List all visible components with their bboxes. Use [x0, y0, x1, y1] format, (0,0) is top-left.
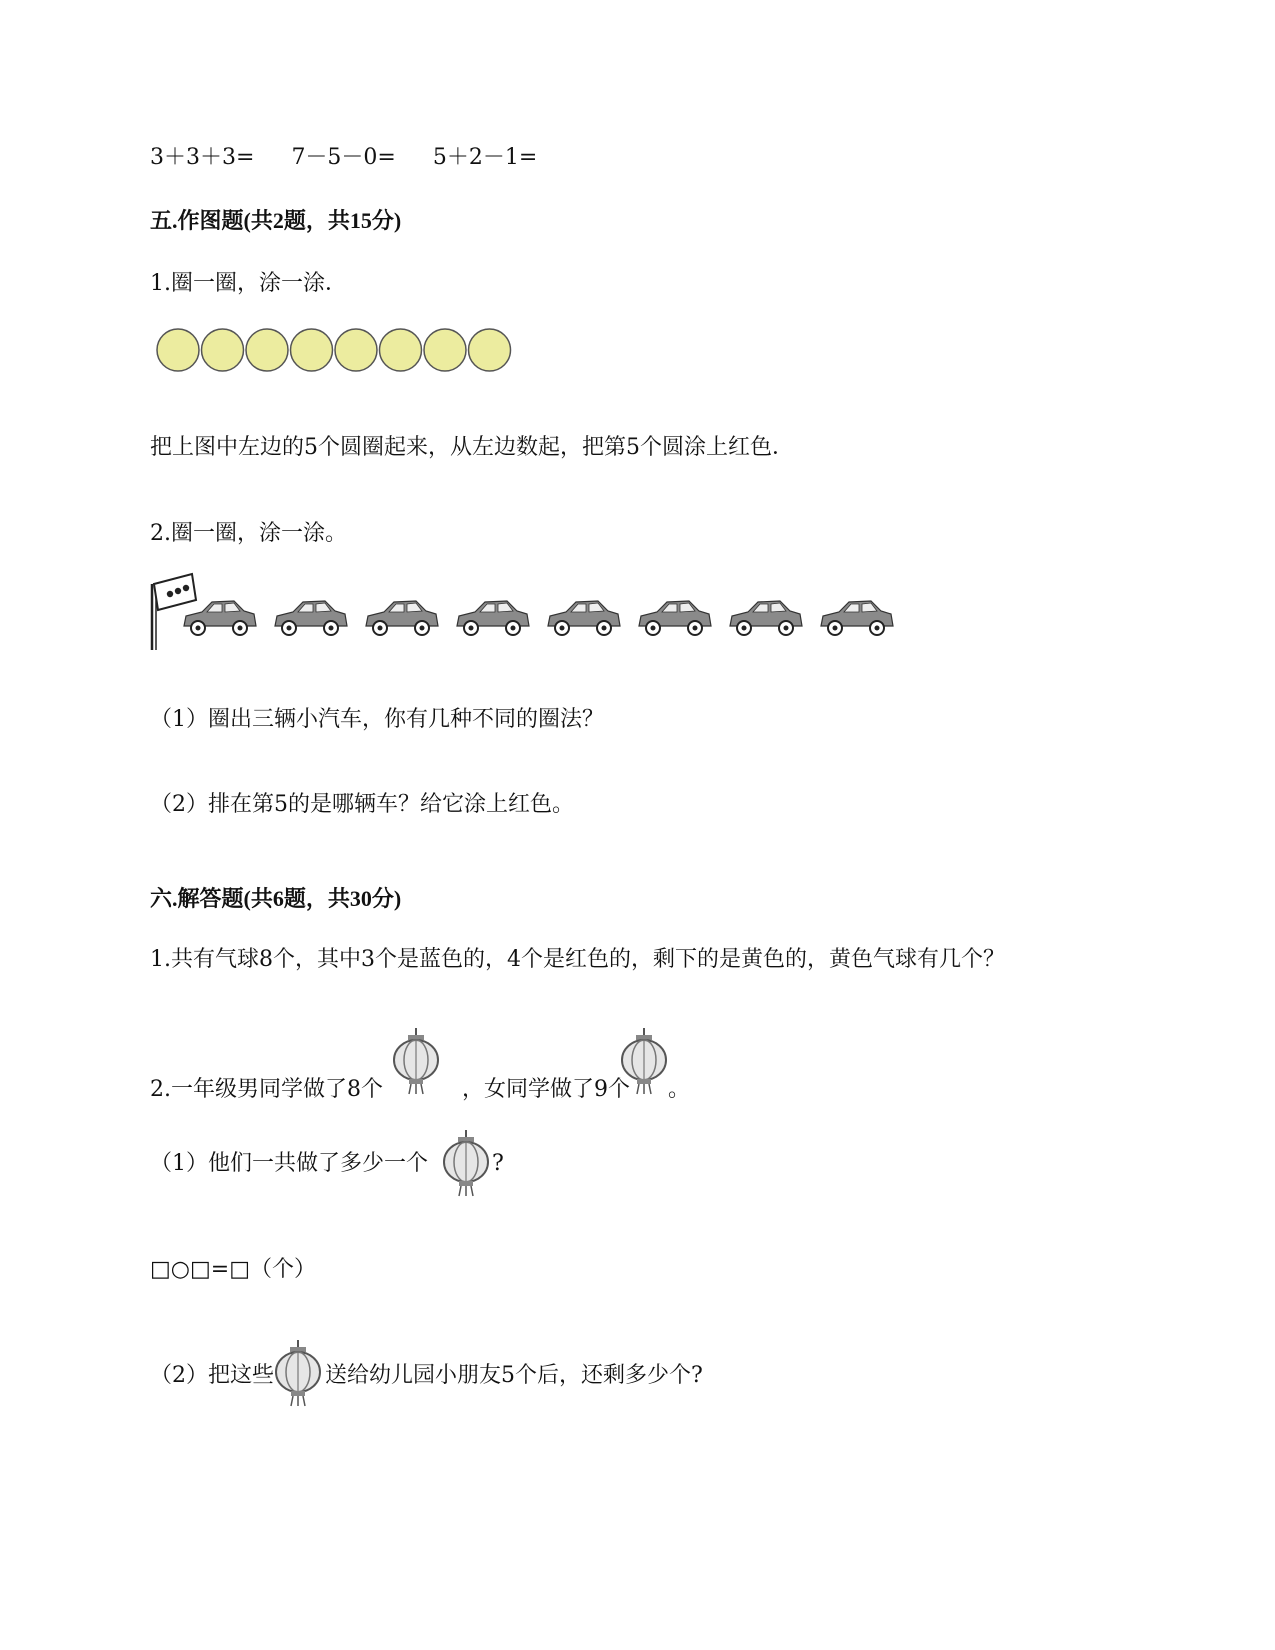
cars-figure	[148, 572, 918, 654]
lantern-icon	[390, 1026, 442, 1098]
circle-row-figure	[150, 320, 530, 380]
car-icon	[457, 601, 529, 635]
section6-q1: 1.共有气球8个，其中3个是蓝色的，4个是红色的，剩下的是黄色的，黄色气球有几个？	[150, 947, 1005, 972]
section5-q2-title: 2.圈一圈，涂一涂。	[150, 521, 347, 546]
equation-row	[150, 144, 567, 172]
lantern-icon	[440, 1128, 492, 1198]
circle-4	[291, 329, 333, 371]
car-icon	[548, 601, 620, 635]
car-icon	[821, 601, 893, 635]
car-icon	[275, 601, 347, 635]
section5-q1-instruction: 把上图中左边的5个圆圈起来，从左边数起，把第5个圆涂上红色．	[150, 435, 794, 460]
section6-q2-sub1-a: （1）他们一共做了多少一个	[150, 1151, 428, 1176]
section5-q2-sub1: （1）圈出三辆小汽车，你有几种不同的圈法？	[150, 707, 604, 732]
section5-q1-title: 1.圈一圈，涂一涂．	[150, 271, 347, 296]
car-icon	[730, 601, 802, 635]
answer-formula: □○□=□（个）	[150, 1257, 316, 1282]
traffic-light-icon	[152, 574, 196, 650]
equation-2: 7－5－0=	[291, 145, 396, 170]
circle-2	[202, 329, 244, 371]
circle-5	[335, 329, 377, 371]
circle-7	[424, 329, 466, 371]
section6-q2-sub1-b: ?	[492, 1151, 504, 1176]
section6-q2-text-c: 。	[668, 1077, 691, 1102]
circle-1	[157, 329, 199, 371]
section5-q2-sub2: （2）排在第5的是哪辆车？给它涂上红色。	[150, 792, 574, 817]
section6-heading: 六.解答题(共6题，共30分)	[150, 886, 402, 911]
lantern-icon	[272, 1338, 324, 1408]
circle-8	[469, 329, 511, 371]
section5-heading: 五.作图题(共2题，共15分)	[150, 208, 402, 233]
section6-q2-sub2-b: 送给幼儿园小朋友5个后，还剩多少个?	[325, 1363, 703, 1388]
car-icon	[639, 601, 711, 635]
car-icon	[366, 601, 438, 635]
circle-6	[380, 329, 422, 371]
section6-q2-text-a: 2.一年级男同学做了8个	[150, 1077, 383, 1102]
section6-q2-sub2-a: （2）把这些	[150, 1363, 274, 1388]
equation-1: 3＋3＋3=	[150, 145, 255, 170]
section6-q2-text-b: ，女同学做了9个	[462, 1077, 630, 1102]
car-icon	[184, 601, 256, 635]
circle-3	[246, 329, 288, 371]
equation-3: 5＋2－1=	[432, 145, 538, 170]
lantern-icon	[618, 1026, 670, 1098]
